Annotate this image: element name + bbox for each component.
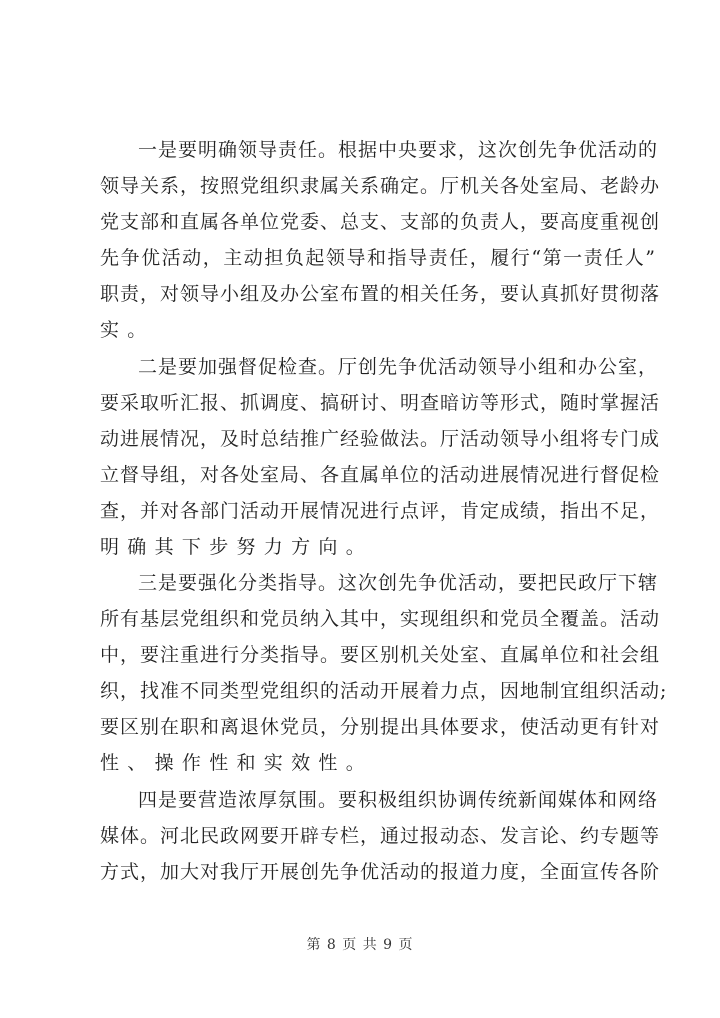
text-line: 所有基层党组织和党员纳入其中，实现组织和党员全覆盖。活动 [100, 608, 661, 630]
text-line: 立督导组，对各处室局、各直属单位的活动进展情况进行督促检 [100, 464, 661, 486]
text-line: 职责，对领导小组及办公室布置的相关任务，要认真抓好贯彻落 [100, 283, 661, 305]
text-line: 要采取听汇报、抓调度、搞研讨、明查暗访等形式，随时掌握活 [100, 392, 661, 414]
text-line: 查，并对各部门活动开展情况进行点评，肯定成绩，指出不足， [100, 500, 661, 522]
text-line: 方式，加大对我厅开展创先争优活动的报道力度，全面宣传各阶 [100, 861, 661, 883]
text-line: 要区别在职和离退休党员，分别提出具体要求，使活动更有针对 [100, 716, 661, 738]
text-line: 媒体。河北民政网要开辟专栏，通过报动态、发言论、约专题等 [100, 825, 661, 847]
page-number-footer: 第 8 页 共 9 页 [306, 937, 414, 953]
text-line: 四是要营造浓厚氛围。要积极组织协调传统新闻媒体和网络 [138, 789, 659, 811]
paragraph-4 [100, 782, 661, 890]
paragraph-1 [100, 132, 661, 348]
paragraph-3 [100, 565, 668, 781]
text-line: 明确其下步努力方向。 [100, 536, 374, 558]
text-line: 先争优活动，主动担负起领导和指导责任，履行“第一责任人” [100, 247, 656, 269]
text-line: 一是要明确领导责任。根据中央要求，这次创先争优活动的 [138, 139, 659, 161]
paragraph-2 [100, 349, 661, 565]
text-line: 动进展情况，及时总结推广经验做法。厅活动领导小组将专门成 [100, 428, 661, 450]
text-line: 领导关系，按照党组织隶属关系确定。厅机关各处室局、老龄办 [100, 175, 661, 197]
text-line: 中，要注重进行分类指导。要区别机关处室、直属单位和社会组 [100, 644, 661, 666]
text-line: 性、操作性和实效性。 [100, 752, 374, 774]
text-line: 织，找准不同类型党组织的活动开展着力点，因地制宜组织活动; [100, 680, 668, 702]
text-line: 实。 [100, 319, 155, 341]
text-line: 二是要加强督促检查。厅创先争优活动领导小组和办公室， [138, 356, 659, 378]
text-line: 党支部和直属各单位党委、总支、支部的负责人，要高度重视创 [100, 211, 661, 233]
text-line: 三是要强化分类指导。这次创先争优活动，要把民政厅下辖 [138, 572, 659, 594]
